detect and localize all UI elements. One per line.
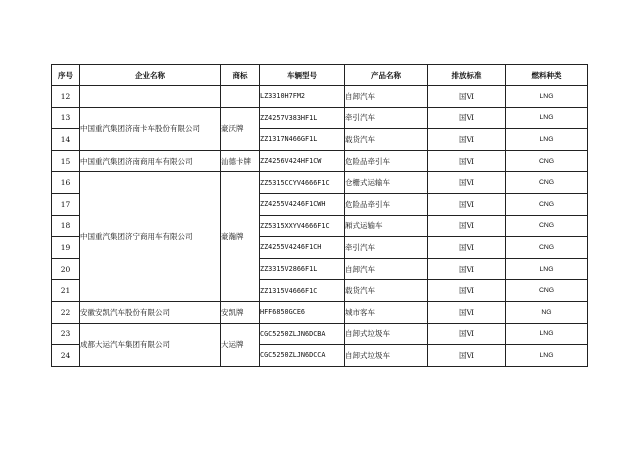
row-product: 厢式运输车 bbox=[345, 215, 428, 237]
row-emission: 国Ⅵ bbox=[428, 129, 506, 151]
row-product: 危险品牵引车 bbox=[345, 193, 428, 215]
row-model: ZZ5315XXYV4666F1C bbox=[260, 215, 345, 237]
row-product: 仓栅式运输车 bbox=[345, 172, 428, 194]
row-fuel: LNG bbox=[506, 86, 588, 108]
row-brand: 豪沃牌 bbox=[221, 107, 260, 150]
row-fuel: LNG bbox=[506, 258, 588, 280]
row-fuel: LNG bbox=[506, 345, 588, 367]
row-model: ZZ4255V4246F1CH bbox=[260, 237, 345, 259]
row-emission: 国Ⅵ bbox=[428, 345, 506, 367]
row-seq: 23 bbox=[52, 323, 80, 345]
row-company: 中国重汽集团济南卡车股份有限公司 bbox=[80, 107, 221, 150]
row-fuel: CNG bbox=[506, 150, 588, 172]
row-emission: 国Ⅵ bbox=[428, 301, 506, 323]
row-model: ZZ1317N466GF1L bbox=[260, 129, 345, 151]
row-model: HFF6850GCE6 bbox=[260, 301, 345, 323]
row-emission: 国Ⅵ bbox=[428, 86, 506, 108]
row-model: ZZ4255V4246F1CWH bbox=[260, 193, 345, 215]
row-fuel: CNG bbox=[506, 215, 588, 237]
table-row bbox=[52, 86, 588, 108]
row-product: 载货汽车 bbox=[345, 280, 428, 302]
table-row bbox=[52, 107, 588, 129]
table-row bbox=[52, 301, 588, 323]
row-model: ZZ4257V383HF1L bbox=[260, 107, 345, 129]
row-model: CGC5250ZLJN6DCCA bbox=[260, 345, 345, 367]
table-row bbox=[52, 150, 588, 172]
row-emission: 国Ⅵ bbox=[428, 150, 506, 172]
row-fuel: CNG bbox=[506, 237, 588, 259]
table-header-row bbox=[52, 65, 588, 86]
header-emission: 排放标准 bbox=[428, 65, 506, 86]
row-company: 安徽安凯汽车股份有限公司 bbox=[80, 301, 221, 323]
row-seq: 18 bbox=[52, 215, 80, 237]
row-emission: 国Ⅵ bbox=[428, 172, 506, 194]
row-product: 自卸汽车 bbox=[345, 258, 428, 280]
row-emission: 国Ⅵ bbox=[428, 258, 506, 280]
vehicle-catalog-table bbox=[51, 64, 588, 367]
row-emission: 国Ⅵ bbox=[428, 107, 506, 129]
row-emission: 国Ⅵ bbox=[428, 193, 506, 215]
row-company: 中国重汽集团济南商用车有限公司 bbox=[80, 150, 221, 172]
row-company: 成都大运汽车集团有限公司 bbox=[80, 323, 221, 366]
row-model: CGC5250ZLJN6DCBA bbox=[260, 323, 345, 345]
row-model: ZZ3315V2866F1L bbox=[260, 258, 345, 280]
header-fuel: 燃料种类 bbox=[506, 65, 588, 86]
row-fuel: CNG bbox=[506, 172, 588, 194]
row-fuel: CNG bbox=[506, 280, 588, 302]
table-row bbox=[52, 172, 588, 194]
row-seq: 24 bbox=[52, 345, 80, 367]
row-company: 中国重汽集团济宁商用车有限公司 bbox=[80, 172, 221, 302]
row-product: 载货汽车 bbox=[345, 129, 428, 151]
row-fuel: LNG bbox=[506, 107, 588, 129]
row-emission: 国Ⅵ bbox=[428, 323, 506, 345]
row-product: 牵引汽车 bbox=[345, 237, 428, 259]
row-seq: 12 bbox=[52, 86, 80, 108]
header-brand: 商标 bbox=[221, 65, 260, 86]
row-seq: 17 bbox=[52, 193, 80, 215]
row-seq: 16 bbox=[52, 172, 80, 194]
row-seq: 22 bbox=[52, 301, 80, 323]
row-seq: 15 bbox=[52, 150, 80, 172]
row-product: 自卸式垃圾车 bbox=[345, 323, 428, 345]
row-brand: 汕德卡牌 bbox=[221, 150, 260, 172]
row-company bbox=[80, 86, 221, 108]
row-brand: 豪瀚牌 bbox=[221, 172, 260, 302]
header-product: 产品名称 bbox=[345, 65, 428, 86]
row-product: 自卸式垃圾车 bbox=[345, 345, 428, 367]
row-fuel: LNG bbox=[506, 129, 588, 151]
row-fuel: LNG bbox=[506, 323, 588, 345]
row-emission: 国Ⅵ bbox=[428, 280, 506, 302]
row-fuel: NG bbox=[506, 301, 588, 323]
row-product: 危险品牵引车 bbox=[345, 150, 428, 172]
row-model: ZZ1315V4666F1C bbox=[260, 280, 345, 302]
row-seq: 13 bbox=[52, 107, 80, 129]
row-product: 城市客车 bbox=[345, 301, 428, 323]
row-seq: 21 bbox=[52, 280, 80, 302]
row-emission: 国Ⅵ bbox=[428, 215, 506, 237]
header-seq: 序号 bbox=[52, 65, 80, 86]
row-emission: 国Ⅵ bbox=[428, 237, 506, 259]
row-brand: 安凯牌 bbox=[221, 301, 260, 323]
row-seq: 20 bbox=[52, 258, 80, 280]
row-product: 自卸汽车 bbox=[345, 86, 428, 108]
row-model: ZZ4256V424HF1CW bbox=[260, 150, 345, 172]
row-brand bbox=[221, 86, 260, 108]
table-row bbox=[52, 323, 588, 345]
header-model: 车辆型号 bbox=[260, 65, 345, 86]
header-company: 企业名称 bbox=[80, 65, 221, 86]
row-product: 牵引汽车 bbox=[345, 107, 428, 129]
table-body bbox=[52, 86, 588, 367]
row-model: ZZ5315CCYV4666F1C bbox=[260, 172, 345, 194]
row-seq: 19 bbox=[52, 237, 80, 259]
row-brand: 大运牌 bbox=[221, 323, 260, 366]
row-seq: 14 bbox=[52, 129, 80, 151]
row-fuel: CNG bbox=[506, 193, 588, 215]
row-model: LZ3310H7FM2 bbox=[260, 86, 345, 108]
